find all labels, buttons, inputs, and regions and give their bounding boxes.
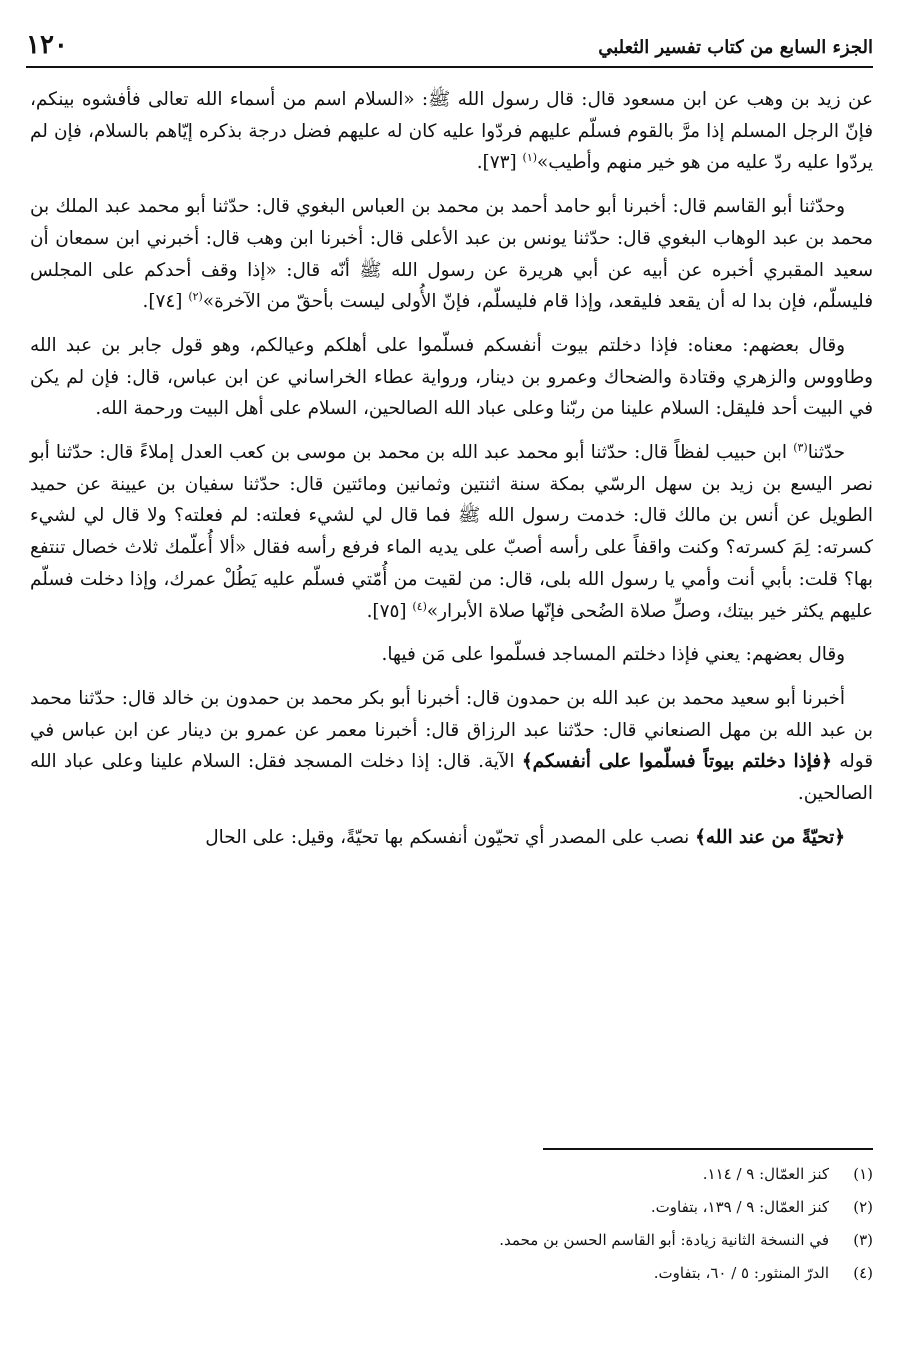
footnote <box>30 1158 873 1191</box>
footnote-text: الدرّ المنثور: ٥ / ٦٠، بتفاوت. <box>653 1264 829 1282</box>
text-segment: ابن حبيب لفظاً قال: حدّثنا أبو محمد عبد الله بن محمد بن موسى بن كعب العدل إملاءً قال: حدّثنا أبو نصر اليسع بن زيد بن سهل الرسّي بمكة سنة اثنتين وثمانين ومائتين قال: حدّثنا سفيان بن عيينة عن حميد الطويل عن أنس بن مالك قال: خدمت رسول الله ﷺ فما قال لي لشيء فعلته: لم فعلته؟ ولا قال لي لشيء كسرته: لِمَ كسرته؟ وكنت واقفاً على رأسه أصبّ على يديه الماء فرفع رأسه فقال «ألا أُعلّمك ثلاث خصال تنتفع بها؟ قلت: بأبي أنت وأمي يا رسول الله بلى، قال: من لقيت من أُمّتي فسلّم عليه يَطُلْ عمرك، وإذا دخلت فسلّم عليهم يكثر خير بيتك، وصلِّ صلاة الضُحى فإنّها صلاة الأبرار» <box>30 442 873 622</box>
paragraph <box>30 191 873 318</box>
footnote-text: كنز العمّال: ٩ / ١١٤. <box>702 1165 829 1183</box>
quran-quote: ﴿فإذا دخلتم بيوتاً فسلّموا على أنفسكم﴾ <box>521 751 832 773</box>
text-segment: وقال بعضهم: معناه: فإذا دخلتم بيوت أنفسكم فسلّموا على أهلكم وعيالكم، وهو قول جابر بن عبد الله وطاووس والزهري وقتادة والضحاك وعمرو بن دينار، ورواية عطاء الخراساني عن ابن عباس، قال: فإن لم يكن في البيت أحد فليقل: السلام علينا من ربّنا وعلى عباد الله الصالحين، السلام على أهل البيت ورحمة الله. <box>30 334 873 420</box>
footnote-number: (٢) <box>853 1198 873 1216</box>
footnote <box>30 1191 873 1224</box>
text-segment: أخبرنا أبو سعيد محمد بن عبد الله بن حمدون قال: أخبرنا أبو بكر محمد بن حمدون بن خالد قال: حدّثنا محمد بن عبد الله بن مهل الصنعاني قال: حدّثنا عبد الرزاق قال: أخبرنا معمر عن عمرو بن دينار عن ابن عباس في قوله <box>30 687 873 773</box>
footnote <box>30 1224 873 1257</box>
paragraph <box>30 639 873 671</box>
text-segment: [٧٥]. <box>366 600 413 622</box>
text-segment: وقال بعضهم: يعني فإذا دخلتم المساجد فسلّموا على مَن فيها. <box>381 644 845 666</box>
page-number: ١٢٠ <box>26 30 68 60</box>
paragraph <box>30 84 873 179</box>
paragraph <box>30 330 873 425</box>
running-title: الجزء السابع من كتاب تفسير الثعلبي <box>598 37 873 58</box>
footnote <box>30 1257 873 1290</box>
text-segment: نصب على المصدر أي تحيّون أنفسكم بها تحيّةً، وقيل: على الحال <box>205 826 696 848</box>
footnote-number: (٤) <box>853 1264 873 1282</box>
footnotes <box>30 1158 873 1290</box>
footnote-marker: (٢) <box>188 290 203 304</box>
text-segment: حدّثنا <box>807 442 845 464</box>
body-text <box>30 84 873 865</box>
footnote-number: (١) <box>853 1165 873 1183</box>
footnote-marker: (٤) <box>412 599 427 613</box>
footnote-marker: (١) <box>522 151 538 165</box>
footnote-number: (٣) <box>853 1231 873 1249</box>
text-segment: عن زيد بن وهب عن ابن مسعود قال: قال رسول الله ﷺ: «السلام اسم من أسماء الله تعالى فأفشوه بينكم، فإنّ الرجل المسلم إذا مرَّ بالقوم فسلّم عليهم فردّوا عليه كان له عليهم فضل درجة بذكره إيّاهم بالسلام، فإن لم يردّوا عليه ردّ عليه من هو خير منهم وأطيب» <box>30 89 873 174</box>
footnote-text: كنز العمّال: ٩ / ١٣٩، بتفاوت. <box>650 1198 829 1216</box>
page-header <box>26 18 873 68</box>
footnote-marker: (٣) <box>793 440 808 454</box>
paragraph <box>30 822 873 854</box>
footnote-separator <box>543 1148 873 1150</box>
text-segment: [٧٤]. <box>142 291 189 313</box>
text-segment: وحدّثنا أبو القاسم قال: أخبرنا أبو حامد أحمد بن محمد بن العباس البغوي قال: حدّثنا أبو محمد عبد الملك بن محمد بن عبد الوهاب البغوي قال: حدّثنا يونس بن عبد الأعلى قال: أخبرنا ابن وهب قال: أخبرني ابن سمعان أن سعيد المقبري أخبره عن أبيه عن أبي هريرة عن رسول الله ﷺ أنّه قال: «إذا وقف أحدكم على المجلس فليسلّم، فإن بدا له أن يقعد فليقعد، وإذا قام فليسلّم، فإنّ الأُولى ليست بأحقّ من الآخرة» <box>30 196 873 313</box>
text-segment: الآية. قال: إذا دخلت المسجد فقل: السلام علينا وعلى عباد الله الصالحين. <box>30 751 873 805</box>
paragraph <box>30 437 873 627</box>
paragraph <box>30 683 873 810</box>
footnote-text: في النسخة الثانية زيادة: أبو القاسم الحسن بن محمد. <box>499 1231 829 1249</box>
text-segment: [٧٣]. <box>476 152 523 174</box>
quran-quote: ﴿تحيّةً من عند الله﴾ <box>695 826 845 848</box>
